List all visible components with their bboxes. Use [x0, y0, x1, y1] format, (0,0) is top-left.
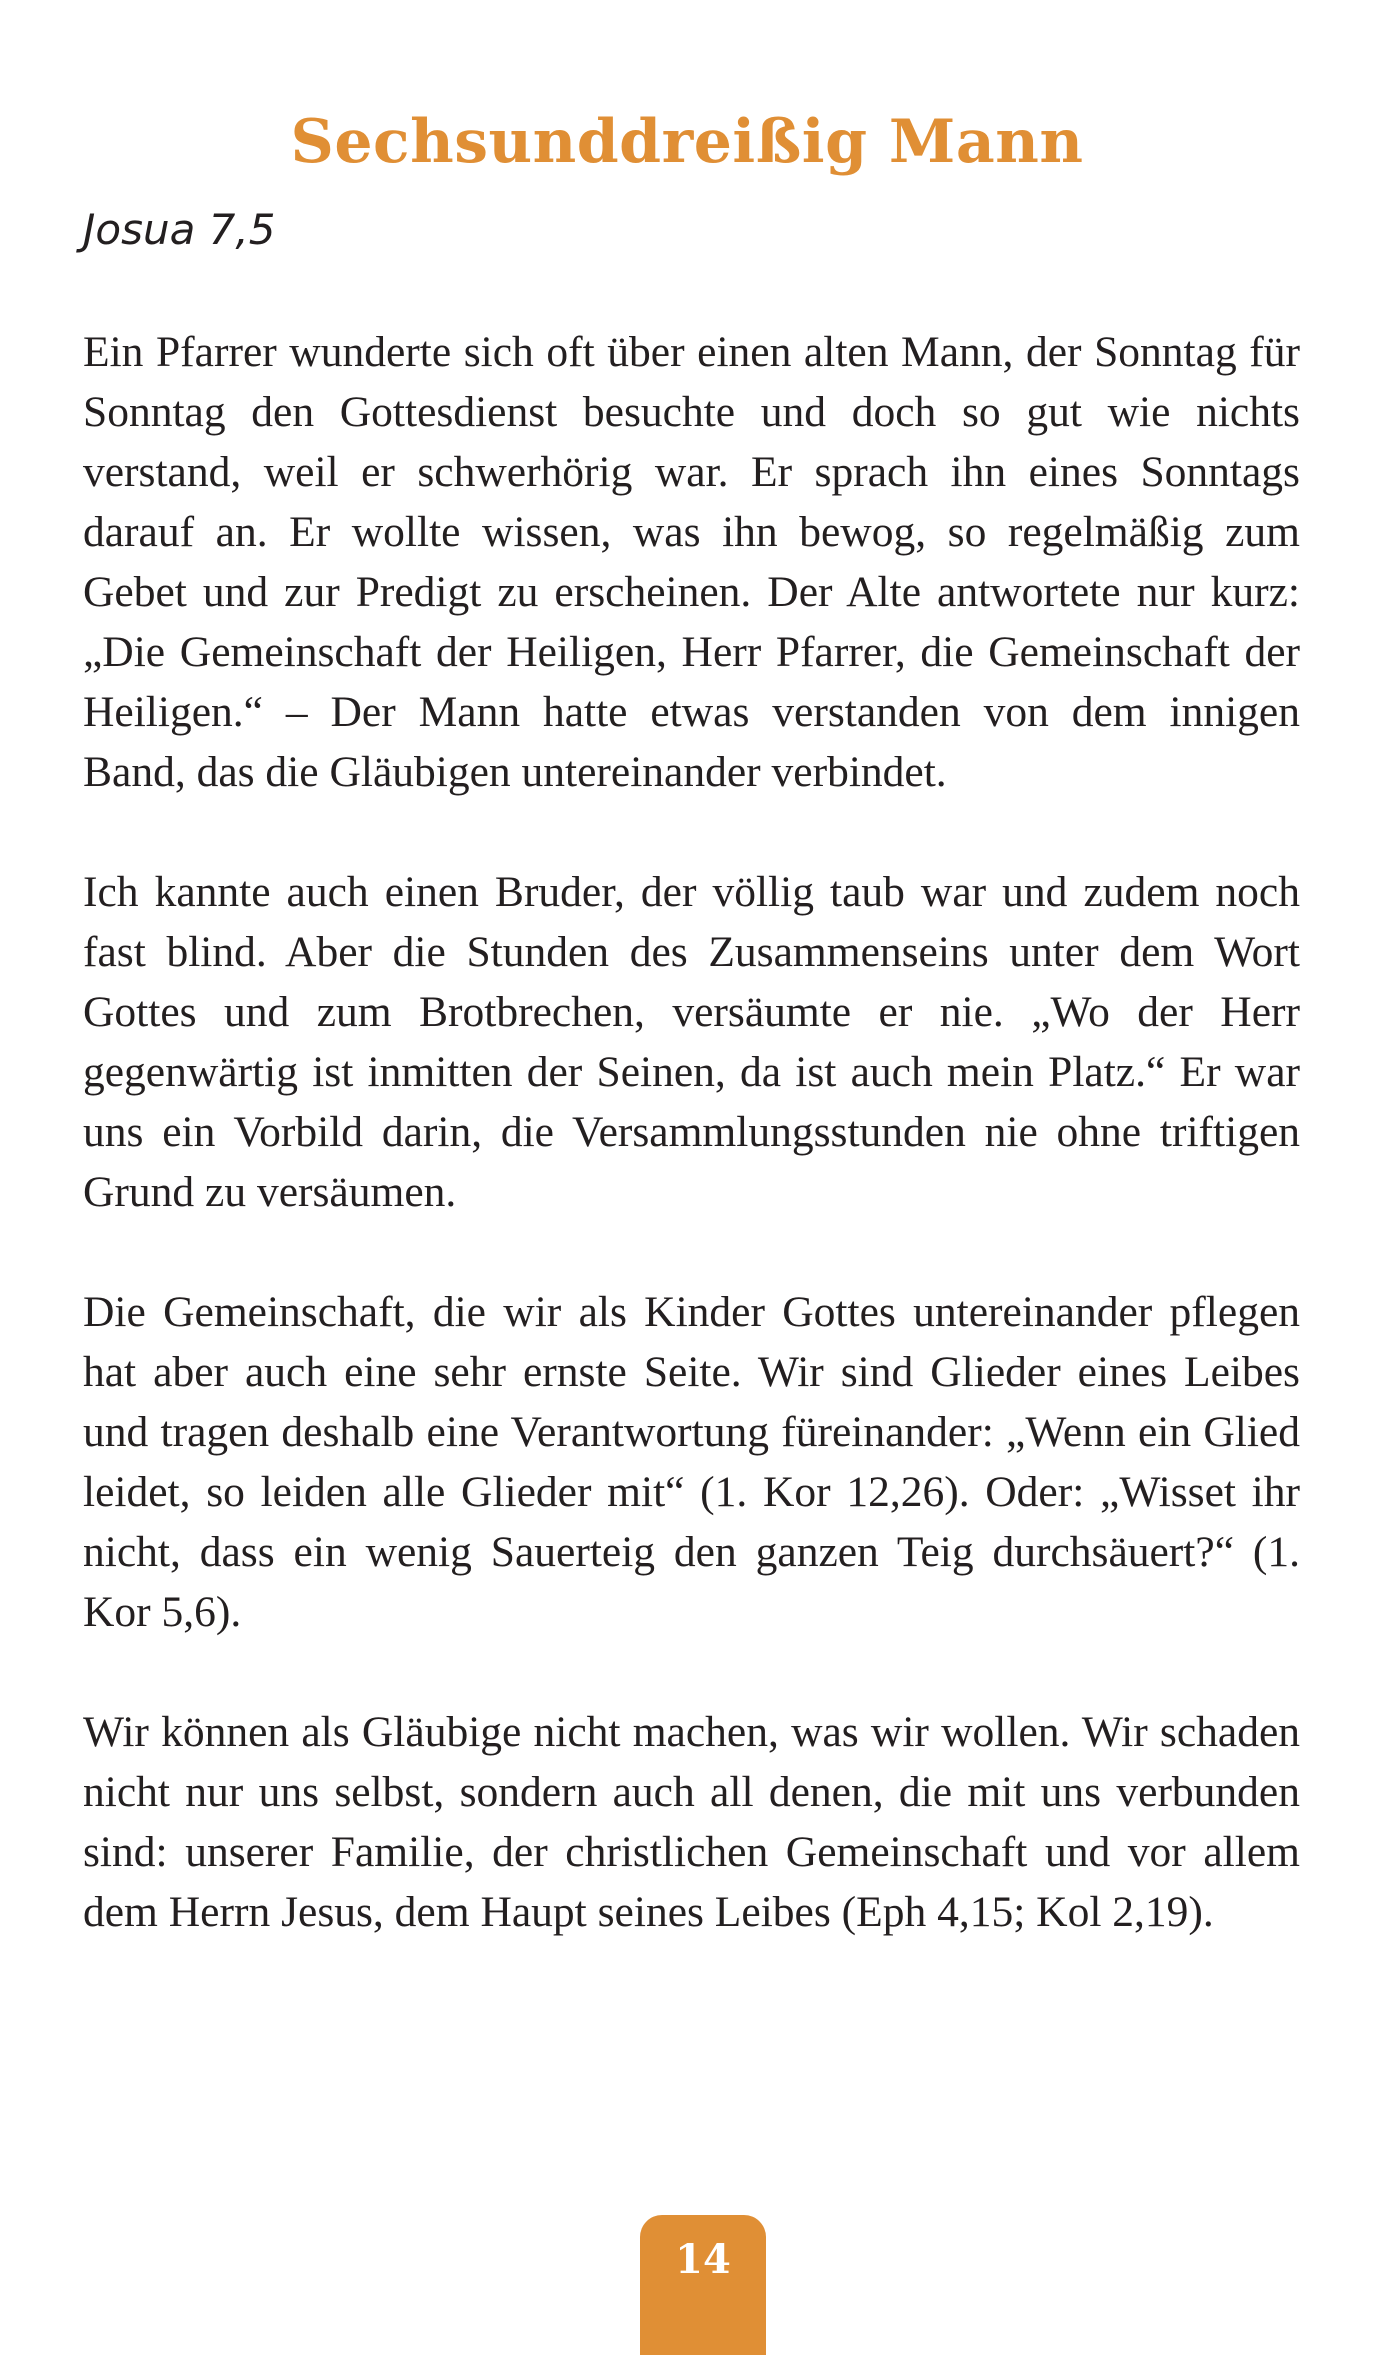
- paragraph-2: Ich kannte auch einen Bruder, der völlig taub war und zudem noch fast blind. Aber die Stunden des Zusammenseins unter dem Wort Gottes und zum Brotbrechen, versäumte er nie. „Wo der Herr gegenwärtig ist inmitten der Seinen, da ist auch mein Platz.“ Er war uns ein Vorbild darin, die Versammlungsstunden nie ohne triftigen Grund zu versäumen.: [83, 868, 1300, 1216]
- paragraph-3: Die Gemeinschaft, die wir als Kinder Gottes untereinander pflegen hat aber auch eine sehr ernste Seite. Wir sind Glieder eines Leibes und tragen deshalb eine Verantwortung füreinander: „Wenn ein Glied leidet, so leiden alle Glieder mit“ (1. Kor 12,26). Oder: „Wisset ihr nicht, dass ein wenig Sauerteig den ganzen Teig durchsäuert?“ (1. Kor 5,6).: [83, 1288, 1300, 1636]
- paragraph-1: Ein Pfarrer wunderte sich oft über einen alten Mann, der Sonntag für Sonntag den Gottesdienst besuchte und doch so gut wie nichts verstand, weil er schwerhörig war. Er sprach ihn eines Sonntags darauf an. Er wollte wissen, was ihn bewog, so regelmäßig zum Gebet und zur Predigt zu erscheinen. Der Alte antwortete nur kurz: „Die Gemeinschaft der Heiligen, Herr Pfarrer, die Gemeinschaft der Heiligen.“ – Der Mann hatte etwas verstanden von dem innigen Band, das die Gläubigen untereinander verbindet.: [83, 328, 1300, 796]
- bible-reference: Josua 7,5: [83, 205, 276, 254]
- body-text: [83, 322, 1300, 2002]
- paragraph-4: Wir können als Gläubige nicht machen, was wir wollen. Wir schaden nicht nur uns selbst, sondern auch all denen, die mit uns verbunden sind: unserer Familie, der christlichen Gemeinschaft und vor allem dem Herrn Jesus, dem Haupt seines Leibes (Eph 4,15; Kol 2,19).: [83, 1708, 1300, 1936]
- page-number-tab: 14: [640, 2215, 766, 2355]
- page-title: Sechsunddreißig Mann: [290, 107, 1084, 178]
